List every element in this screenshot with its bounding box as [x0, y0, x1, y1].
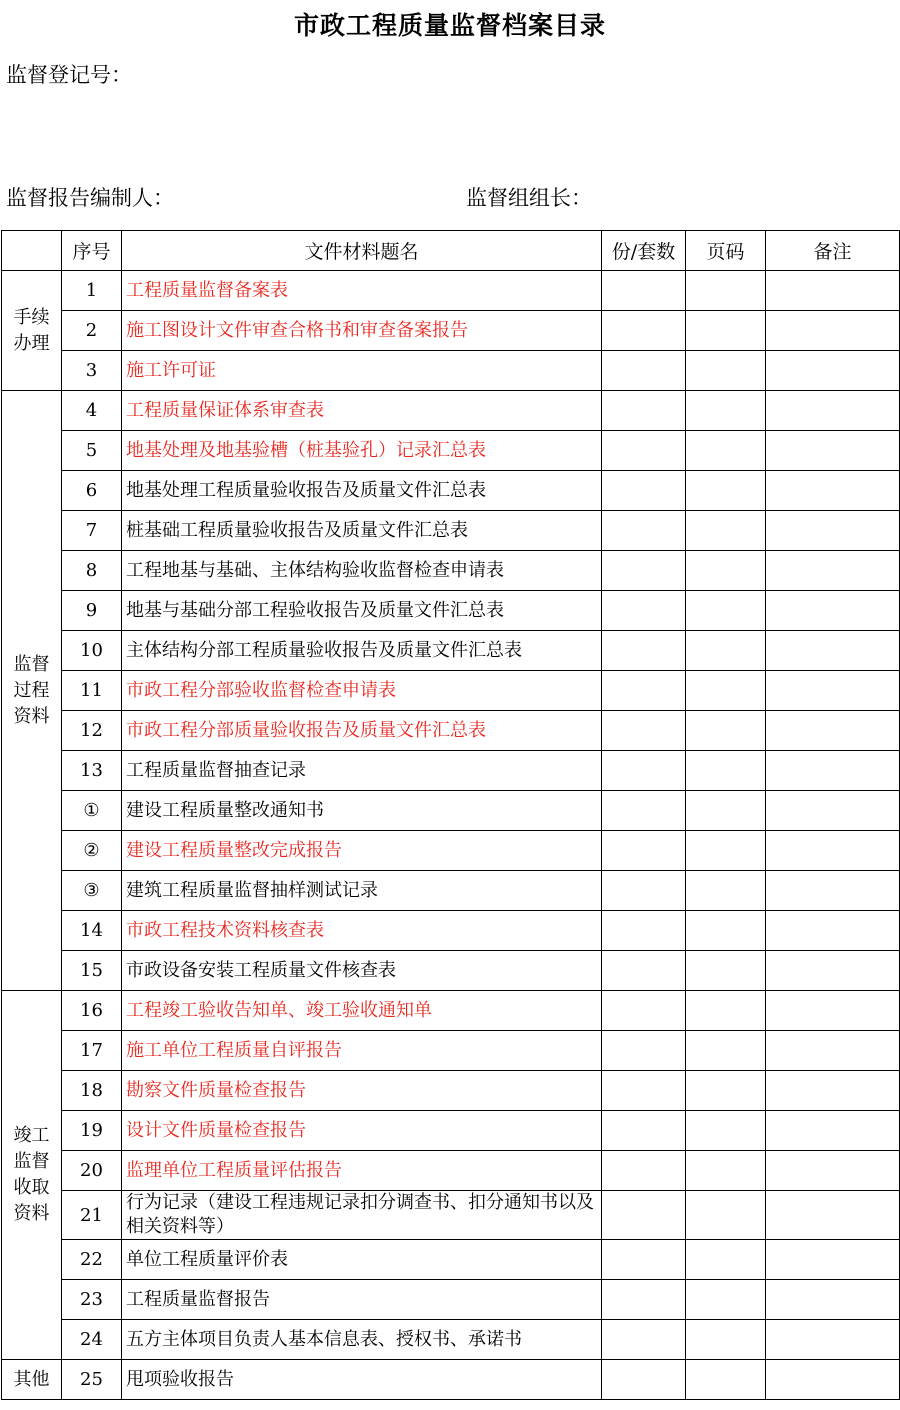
- copies-cell[interactable]: [602, 1071, 686, 1111]
- remarks-cell[interactable]: [766, 751, 900, 791]
- report-author-label: 监督报告编制人：: [6, 186, 174, 210]
- serial-no-cell: 8: [62, 551, 122, 591]
- table-row: [2, 471, 900, 511]
- document-title-cell: 工程竣工验收告知单、竣工验收通知单: [122, 991, 602, 1031]
- document-title-cell: 工程质量监督抽查记录: [122, 751, 602, 791]
- serial-no-cell: 11: [62, 671, 122, 711]
- remarks-cell[interactable]: [766, 351, 900, 391]
- document-title-cell: 工程地基与基础、主体结构验收监督检查申请表: [122, 551, 602, 591]
- serial-no-cell: 3: [62, 351, 122, 391]
- copies-cell[interactable]: [602, 1240, 686, 1280]
- serial-no-cell: 18: [62, 1071, 122, 1111]
- catalog-body: [2, 231, 900, 1400]
- copies-cell[interactable]: [602, 831, 686, 871]
- copies-cell[interactable]: [602, 1191, 686, 1240]
- catalog-table: [1, 230, 900, 1400]
- copies-cell[interactable]: [602, 551, 686, 591]
- remarks-cell[interactable]: [766, 991, 900, 1031]
- page-no-cell[interactable]: [686, 471, 766, 511]
- page-no-cell[interactable]: [686, 1071, 766, 1111]
- serial-no-cell: 16: [62, 991, 122, 1031]
- serial-no-cell: 25: [62, 1360, 122, 1400]
- serial-no-cell: 21: [62, 1191, 122, 1240]
- page-no-cell[interactable]: [686, 831, 766, 871]
- page-no-cell[interactable]: [686, 271, 766, 311]
- serial-no-cell: 23: [62, 1280, 122, 1320]
- copies-cell[interactable]: [602, 631, 686, 671]
- page-no-cell[interactable]: [686, 711, 766, 751]
- copies-cell[interactable]: [602, 351, 686, 391]
- remarks-cell[interactable]: [766, 1320, 900, 1360]
- header-copies: 份/套数: [602, 231, 686, 271]
- document-title-cell: 地基处理及地基验槽（桩基验孔）记录汇总表: [122, 431, 602, 471]
- table-row: [2, 831, 900, 871]
- page-no-cell[interactable]: [686, 351, 766, 391]
- page-no-cell[interactable]: [686, 1360, 766, 1400]
- table-row: [2, 351, 900, 391]
- category-label: 竣工监督收取资料: [13, 1125, 50, 1224]
- document-title-cell: 建设工程质量整改通知书: [122, 791, 602, 831]
- serial-no-cell: 4: [62, 391, 122, 431]
- copies-cell[interactable]: [602, 951, 686, 991]
- category-cell: [2, 271, 62, 391]
- copies-cell[interactable]: [602, 911, 686, 951]
- copies-cell[interactable]: [602, 711, 686, 751]
- table-row: [2, 1240, 900, 1280]
- table-row: [2, 1191, 900, 1240]
- table-row: [2, 1320, 900, 1360]
- remarks-cell[interactable]: [766, 391, 900, 431]
- document-title-cell: 单位工程质量评价表: [122, 1240, 602, 1280]
- table-row: [2, 551, 900, 591]
- serial-no-cell: 6: [62, 471, 122, 511]
- remarks-cell[interactable]: [766, 591, 900, 631]
- table-row: [2, 271, 900, 311]
- header-document-title: 文件材料题名: [122, 231, 602, 271]
- registration-no-label: 监督登记号：: [6, 63, 132, 87]
- page-no-cell[interactable]: [686, 1191, 766, 1240]
- table-row: [2, 951, 900, 991]
- serial-no-cell: 24: [62, 1320, 122, 1360]
- copies-cell[interactable]: [602, 1031, 686, 1071]
- serial-no-cell: 22: [62, 1240, 122, 1280]
- page-no-cell[interactable]: [686, 431, 766, 471]
- document-title-cell: 地基与基础分部工程验收报告及质量文件汇总表: [122, 591, 602, 631]
- document-title-cell: 市政工程分部验收监督检查申请表: [122, 671, 602, 711]
- remarks-cell[interactable]: [766, 471, 900, 511]
- copies-cell[interactable]: [602, 1151, 686, 1191]
- copies-cell[interactable]: [602, 991, 686, 1031]
- document-title-cell: 监理单位工程质量评估报告: [122, 1151, 602, 1191]
- document-title-cell: 施工许可证: [122, 351, 602, 391]
- document-title-cell: 甩项验收报告: [122, 1360, 602, 1400]
- document-title-cell: 桩基础工程质量验收报告及质量文件汇总表: [122, 511, 602, 551]
- document-title-cell: 勘察文件质量检查报告: [122, 1071, 602, 1111]
- document-title-cell: 行为记录（建设工程违规记录扣分调查书、扣分通知书以及相关资料等）: [122, 1191, 602, 1240]
- remarks-cell[interactable]: [766, 1071, 900, 1111]
- serial-no-cell: ③: [62, 871, 122, 911]
- document-title-cell: 设计文件质量检查报告: [122, 1111, 602, 1151]
- table-row: [2, 1111, 900, 1151]
- copies-cell[interactable]: [602, 751, 686, 791]
- table-row: [2, 511, 900, 551]
- copies-cell[interactable]: [602, 671, 686, 711]
- document-title-cell: 市政工程技术资料核查表: [122, 911, 602, 951]
- serial-no-cell: 9: [62, 591, 122, 631]
- remarks-cell[interactable]: [766, 911, 900, 951]
- document-title-cell: 五方主体项目负责人基本信息表、授权书、承诺书: [122, 1320, 602, 1360]
- category-cell: [2, 991, 62, 1360]
- page-no-cell[interactable]: [686, 511, 766, 551]
- page-no-cell[interactable]: [686, 311, 766, 351]
- remarks-cell[interactable]: [766, 431, 900, 471]
- copies-cell[interactable]: [602, 1320, 686, 1360]
- remarks-cell[interactable]: [766, 1280, 900, 1320]
- serial-no-cell: 20: [62, 1151, 122, 1191]
- page-no-cell[interactable]: [686, 1111, 766, 1151]
- copies-cell[interactable]: [602, 391, 686, 431]
- remarks-cell[interactable]: [766, 951, 900, 991]
- table-row: [2, 1151, 900, 1191]
- page-no-cell[interactable]: [686, 671, 766, 711]
- copies-cell[interactable]: [602, 511, 686, 551]
- document-title-cell: 建筑工程质量监督抽样测试记录: [122, 871, 602, 911]
- header-serial-no: 序号: [62, 231, 122, 271]
- copies-cell[interactable]: [602, 311, 686, 351]
- serial-no-cell: 15: [62, 951, 122, 991]
- serial-no-cell: 1: [62, 271, 122, 311]
- page-no-cell[interactable]: [686, 391, 766, 431]
- table-row: [2, 911, 900, 951]
- document-title-cell: 工程质量保证体系审查表: [122, 391, 602, 431]
- remarks-cell[interactable]: [766, 1111, 900, 1151]
- document-title-cell: 市政设备安装工程质量文件核查表: [122, 951, 602, 991]
- serial-no-cell: 14: [62, 911, 122, 951]
- table-row: [2, 311, 900, 351]
- copies-cell[interactable]: [602, 1280, 686, 1320]
- document-title-cell: 工程质量监督报告: [122, 1280, 602, 1320]
- category-label: 其他: [13, 1368, 50, 1390]
- remarks-cell[interactable]: [766, 271, 900, 311]
- page-no-cell[interactable]: [686, 591, 766, 631]
- remarks-cell[interactable]: [766, 871, 900, 911]
- remarks-cell[interactable]: [766, 791, 900, 831]
- table-row: [2, 591, 900, 631]
- document-title-cell: 施工单位工程质量自评报告: [122, 1031, 602, 1071]
- page-no-cell[interactable]: [686, 751, 766, 791]
- copies-cell[interactable]: [602, 791, 686, 831]
- remarks-cell[interactable]: [766, 1360, 900, 1400]
- page-title: 市政工程质量监督档案目录: [293, 11, 606, 40]
- copies-cell[interactable]: [602, 1360, 686, 1400]
- copies-cell[interactable]: [602, 1111, 686, 1151]
- document-title-cell: 施工图设计文件审查合格书和审查备案报告: [122, 311, 602, 351]
- remarks-cell[interactable]: [766, 511, 900, 551]
- serial-no-cell: 7: [62, 511, 122, 551]
- category-cell: [2, 1360, 62, 1400]
- page-no-cell[interactable]: [686, 1240, 766, 1280]
- serial-no-cell: 2: [62, 311, 122, 351]
- page-no-cell[interactable]: [686, 991, 766, 1031]
- serial-no-cell: 5: [62, 431, 122, 471]
- page-no-cell[interactable]: [686, 1151, 766, 1191]
- copies-cell[interactable]: [602, 871, 686, 911]
- serial-no-cell: 13: [62, 751, 122, 791]
- table-row: [2, 751, 900, 791]
- table-row: [2, 1071, 900, 1111]
- document-title-cell: 市政工程分部质量验收报告及质量文件汇总表: [122, 711, 602, 751]
- table-row: [2, 671, 900, 711]
- header-page-no: 页码: [686, 231, 766, 271]
- page-no-cell[interactable]: [686, 951, 766, 991]
- remarks-cell[interactable]: [766, 831, 900, 871]
- document-title-cell: 地基处理工程质量验收报告及质量文件汇总表: [122, 471, 602, 511]
- page-no-cell[interactable]: [686, 911, 766, 951]
- copies-cell[interactable]: [602, 431, 686, 471]
- table-row: [2, 871, 900, 911]
- page-no-cell[interactable]: [686, 1320, 766, 1360]
- page-no-cell[interactable]: [686, 1031, 766, 1071]
- page-no-cell[interactable]: [686, 871, 766, 911]
- copies-cell[interactable]: [602, 591, 686, 631]
- remarks-cell[interactable]: [766, 671, 900, 711]
- header-row: [2, 231, 900, 271]
- table-row: [2, 991, 900, 1031]
- table-row: [2, 391, 900, 431]
- page-no-cell[interactable]: [686, 791, 766, 831]
- header-category: [2, 231, 62, 271]
- page-no-cell[interactable]: [686, 1280, 766, 1320]
- serial-no-cell: 19: [62, 1111, 122, 1151]
- remarks-cell[interactable]: [766, 711, 900, 751]
- remarks-cell[interactable]: [766, 1151, 900, 1191]
- remarks-cell[interactable]: [766, 631, 900, 671]
- group-leader-label: 监督组组长：: [466, 186, 592, 210]
- document-title-cell: 建设工程质量整改完成报告: [122, 831, 602, 871]
- table-row: [2, 791, 900, 831]
- table-row: [2, 631, 900, 671]
- document-title-cell: 工程质量监督备案表: [122, 271, 602, 311]
- remarks-cell[interactable]: [766, 1240, 900, 1280]
- category-label: 监督过程资料: [13, 653, 50, 727]
- table-row: [2, 1031, 900, 1071]
- document-title-cell: 主体结构分部工程质量验收报告及质量文件汇总表: [122, 631, 602, 671]
- serial-no-cell: 10: [62, 631, 122, 671]
- header-remarks: 备注: [766, 231, 900, 271]
- table-row: [2, 711, 900, 751]
- serial-no-cell: ①: [62, 791, 122, 831]
- category-cell: [2, 391, 62, 991]
- table-row: [2, 1280, 900, 1320]
- remarks-cell[interactable]: [766, 1031, 900, 1071]
- category-label: 手续办理: [13, 306, 50, 354]
- remarks-cell[interactable]: [766, 311, 900, 351]
- page-no-cell[interactable]: [686, 551, 766, 591]
- remarks-cell[interactable]: [766, 1191, 900, 1240]
- serial-no-cell: 12: [62, 711, 122, 751]
- table-row: [2, 431, 900, 471]
- serial-no-cell: 17: [62, 1031, 122, 1071]
- serial-no-cell: ②: [62, 831, 122, 871]
- table-row: [2, 1360, 900, 1400]
- remarks-cell[interactable]: [766, 551, 900, 591]
- page-no-cell[interactable]: [686, 631, 766, 671]
- copies-cell[interactable]: [602, 271, 686, 311]
- copies-cell[interactable]: [602, 471, 686, 511]
